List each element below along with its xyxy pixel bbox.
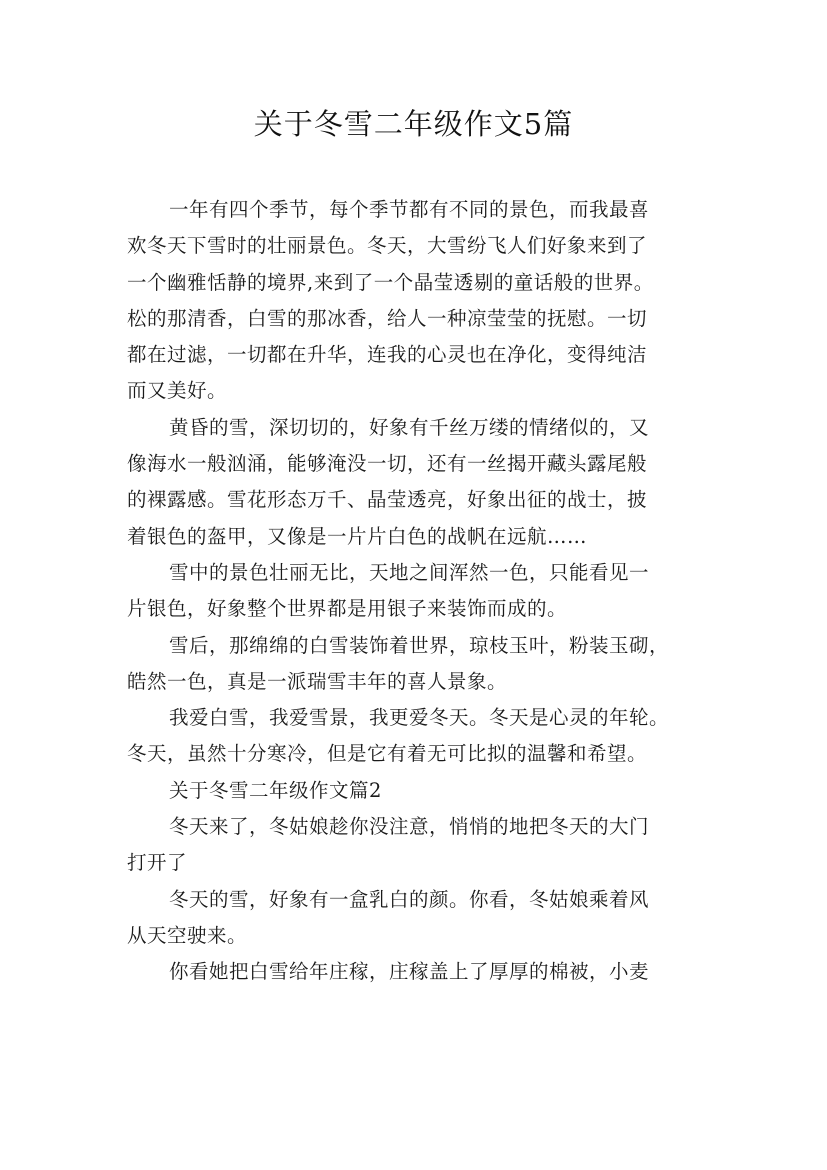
text-line: 从天空驶来。 bbox=[127, 923, 248, 947]
text-line: 欢冬天下雪时的壮丽景色。冬天，大雪纷飞人们好象来到了 bbox=[127, 234, 648, 258]
text-line: 关于冬雪二年级作文篇2 bbox=[169, 778, 382, 802]
text-line: 松的那清香，白雪的那冰香，给人一种凉莹莹的抚慰。一切 bbox=[127, 306, 648, 330]
text-line: 一年有四个季节，每个季节都有不同的景色，而我最喜 bbox=[169, 198, 650, 221]
text-line: 片银色，好象整个世界都是用银子来装饰而成的。 bbox=[127, 597, 568, 621]
text-line: 我爱白雪，我爱雪景，我更爱冬天。冬天是心灵的年轮。 bbox=[169, 706, 670, 730]
text-line: 而又美好。 bbox=[127, 379, 228, 403]
text-line: 皓然一色，真是一派瑞雪丰年的喜人景象。 bbox=[127, 669, 508, 693]
text-line: 雪后，那绵绵的白雪装饰着世界，琼枝玉叶，粉装玉砌， bbox=[169, 633, 670, 657]
text-line: 打开了 bbox=[127, 851, 188, 875]
document-body bbox=[127, 192, 705, 991]
text-line: 冬天来了，冬姑娘趁你没注意，悄悄的地把冬天的大门 bbox=[169, 815, 650, 839]
text-line: 一个幽雅恬静的境界,来到了一个晶莹透剔的童话般的世界。 bbox=[127, 270, 654, 294]
text-line: 你看她把白雪给年庄稼，庄稼盖上了厚厚的棉被，小麦 bbox=[169, 960, 650, 984]
text-line: 雪中的景色壮丽无比，天地之间浑然一色，只能看见一 bbox=[169, 560, 650, 584]
text-line: 都在过滤，一切都在升华，连我的心灵也在净化，变得纯洁 bbox=[127, 343, 648, 367]
text-line: 黄昏的雪，深切切的，好象有千丝万缕的情绪似的，又 bbox=[169, 415, 650, 439]
text-line: 着银色的盔甲，又像是一片片白色的战帆在远航…… bbox=[127, 524, 588, 548]
text-line: 的裸露感。雪花形态万千、晶莹透亮，好象出征的战士，披 bbox=[127, 488, 648, 512]
document-title: 关于冬雪二年级作文5篇 bbox=[253, 107, 574, 141]
text-line: 冬天的雪，好象有一盒乳白的颜。你看，冬姑娘乘着风 bbox=[169, 887, 650, 911]
text-line: 冬天，虽然十分寒冷，但是它有着无可比拟的温馨和希望。 bbox=[127, 742, 648, 766]
text-line: 像海水一般汹涌，能够淹没一切，还有一丝揭开藏头露尾般 bbox=[127, 452, 648, 476]
